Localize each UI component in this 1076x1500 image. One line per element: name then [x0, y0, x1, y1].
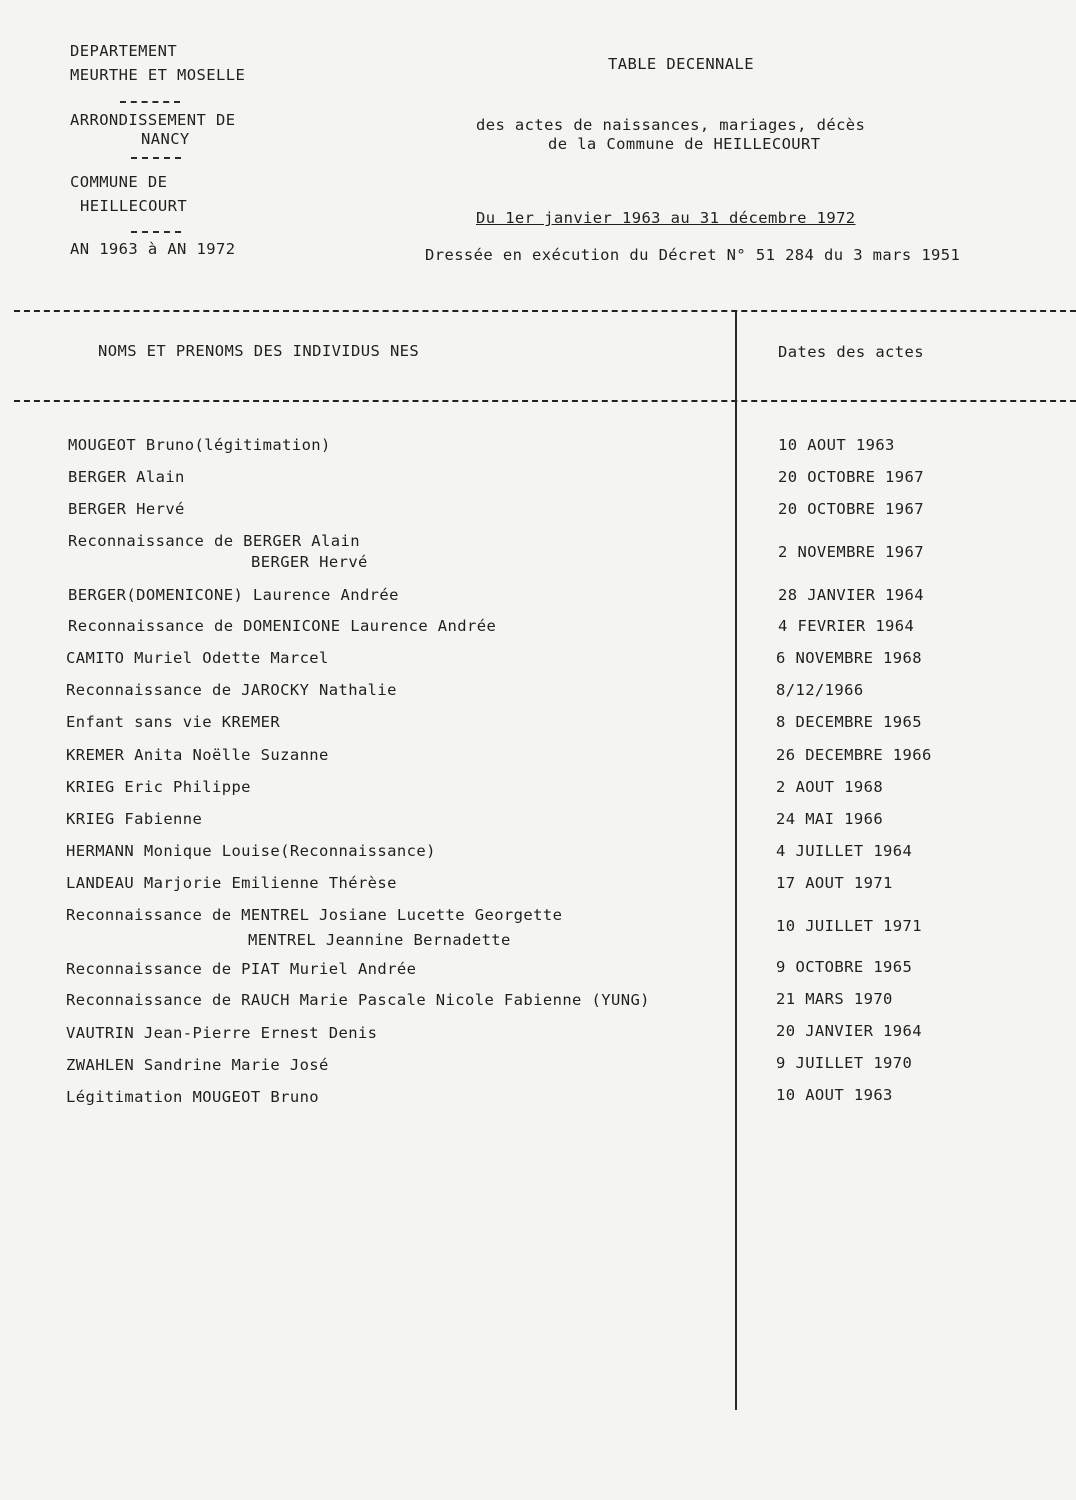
arrondissement-label: ARRONDISSEMENT DE — [70, 111, 236, 129]
department-label: DEPARTEMENT — [70, 42, 178, 60]
table-row-name: LANDEAU Marjorie Emilienne Thérèse — [66, 874, 397, 892]
table-row-name: Reconnaissance de MENTREL Josiane Lucette Georgette — [66, 906, 563, 924]
table-row-date: 8/12/1966 — [776, 681, 864, 699]
column-header-names: NOMS ET PRENOMS DES INDIVIDUS NES — [98, 342, 420, 360]
table-row-name: Reconnaissance de BERGER Alain — [68, 532, 360, 550]
department-name: MEURTHE ET MOSELLE — [70, 66, 246, 84]
table-row-date: 9 JUILLET 1970 — [776, 1054, 913, 1072]
table-row-name: Reconnaissance de DOMENICONE Laurence Andrée — [68, 617, 497, 635]
table-row-date: 20 JANVIER 1964 — [776, 1022, 922, 1040]
arrondissement-name: NANCY — [141, 130, 190, 148]
table-row-date: 4 FEVRIER 1964 — [778, 617, 915, 635]
table-row-name-continued: BERGER Hervé — [251, 553, 368, 571]
table-row-name: BERGER(DOMENICONE) Laurence Andrée — [68, 586, 399, 604]
table-row-name: Légitimation MOUGEOT Bruno — [66, 1088, 320, 1106]
table-top-rule — [14, 310, 1076, 312]
document-subtitle-2: de la Commune de HEILLECOURT — [548, 135, 821, 153]
table-row-date: 9 OCTOBRE 1965 — [776, 958, 913, 976]
table-row-name: Reconnaissance de RAUCH Marie Pascale Nicole Fabienne (YUNG) — [66, 991, 650, 1009]
table-row-name: VAUTRIN Jean-Pierre Ernest Denis — [66, 1024, 378, 1042]
table-row-name: BERGER Alain — [68, 468, 185, 486]
table-row-date: 17 AOUT 1971 — [776, 874, 893, 892]
commune-name: HEILLECOURT — [80, 197, 188, 215]
decree: Dressée en exécution du Décret N° 51 284 du 3 mars 1951 — [425, 246, 961, 264]
column-header-dates: Dates des actes — [778, 343, 924, 361]
separator-3 — [131, 231, 181, 233]
table-row-date: 20 OCTOBRE 1967 — [778, 500, 924, 518]
table-header-rule — [14, 400, 1076, 402]
table-row-date: 21 MARS 1970 — [776, 990, 893, 1008]
table-row-date: 24 MAI 1966 — [776, 810, 884, 828]
table-row-name: ZWAHLEN Sandrine Marie José — [66, 1056, 329, 1074]
table-row-name: MOUGEOT Bruno(légitimation) — [68, 436, 331, 454]
table-row-name: CAMITO Muriel Odette Marcel — [66, 649, 329, 667]
table-row-date: 2 NOVEMBRE 1967 — [778, 543, 924, 561]
table-row-date: 10 JUILLET 1971 — [776, 917, 922, 935]
table-row-name: KREMER Anita Noëlle Suzanne — [66, 746, 329, 764]
table-row-name: KRIEG Fabienne — [66, 810, 203, 828]
table-row-date: 4 JUILLET 1964 — [776, 842, 913, 860]
document-subtitle-1: des actes de naissances, mariages, décès — [476, 116, 866, 134]
table-row-date: 28 JANVIER 1964 — [778, 586, 924, 604]
document-title: TABLE DECENNALE — [608, 55, 754, 73]
table-row-name-continued: MENTREL Jeannine Bernadette — [248, 931, 511, 949]
column-divider — [735, 312, 737, 1410]
table-row-date: 6 NOVEMBRE 1968 — [776, 649, 922, 667]
table-row-name: HERMANN Monique Louise(Reconnaissance) — [66, 842, 436, 860]
separator-2 — [131, 157, 181, 159]
table-row-name: Reconnaissance de PIAT Muriel Andrée — [66, 960, 417, 978]
table-row-date: 10 AOUT 1963 — [778, 436, 895, 454]
table-row-date: 26 DECEMBRE 1966 — [776, 746, 932, 764]
table-row-date: 2 AOUT 1968 — [776, 778, 884, 796]
table-row-name: BERGER Hervé — [68, 500, 185, 518]
separator-1 — [120, 101, 180, 103]
table-row-name: Reconnaissance de JAROCKY Nathalie — [66, 681, 397, 699]
table-row-date: 10 AOUT 1963 — [776, 1086, 893, 1104]
commune-label: COMMUNE DE — [70, 173, 168, 191]
year-range: AN 1963 à AN 1972 — [70, 240, 236, 258]
table-row-name: Enfant sans vie KREMER — [66, 713, 281, 731]
table-row-name: KRIEG Eric Philippe — [66, 778, 251, 796]
table-row-date: 8 DECEMBRE 1965 — [776, 713, 922, 731]
period: Du 1er janvier 1963 au 31 décembre 1972 — [476, 209, 856, 227]
table-row-date: 20 OCTOBRE 1967 — [778, 468, 924, 486]
